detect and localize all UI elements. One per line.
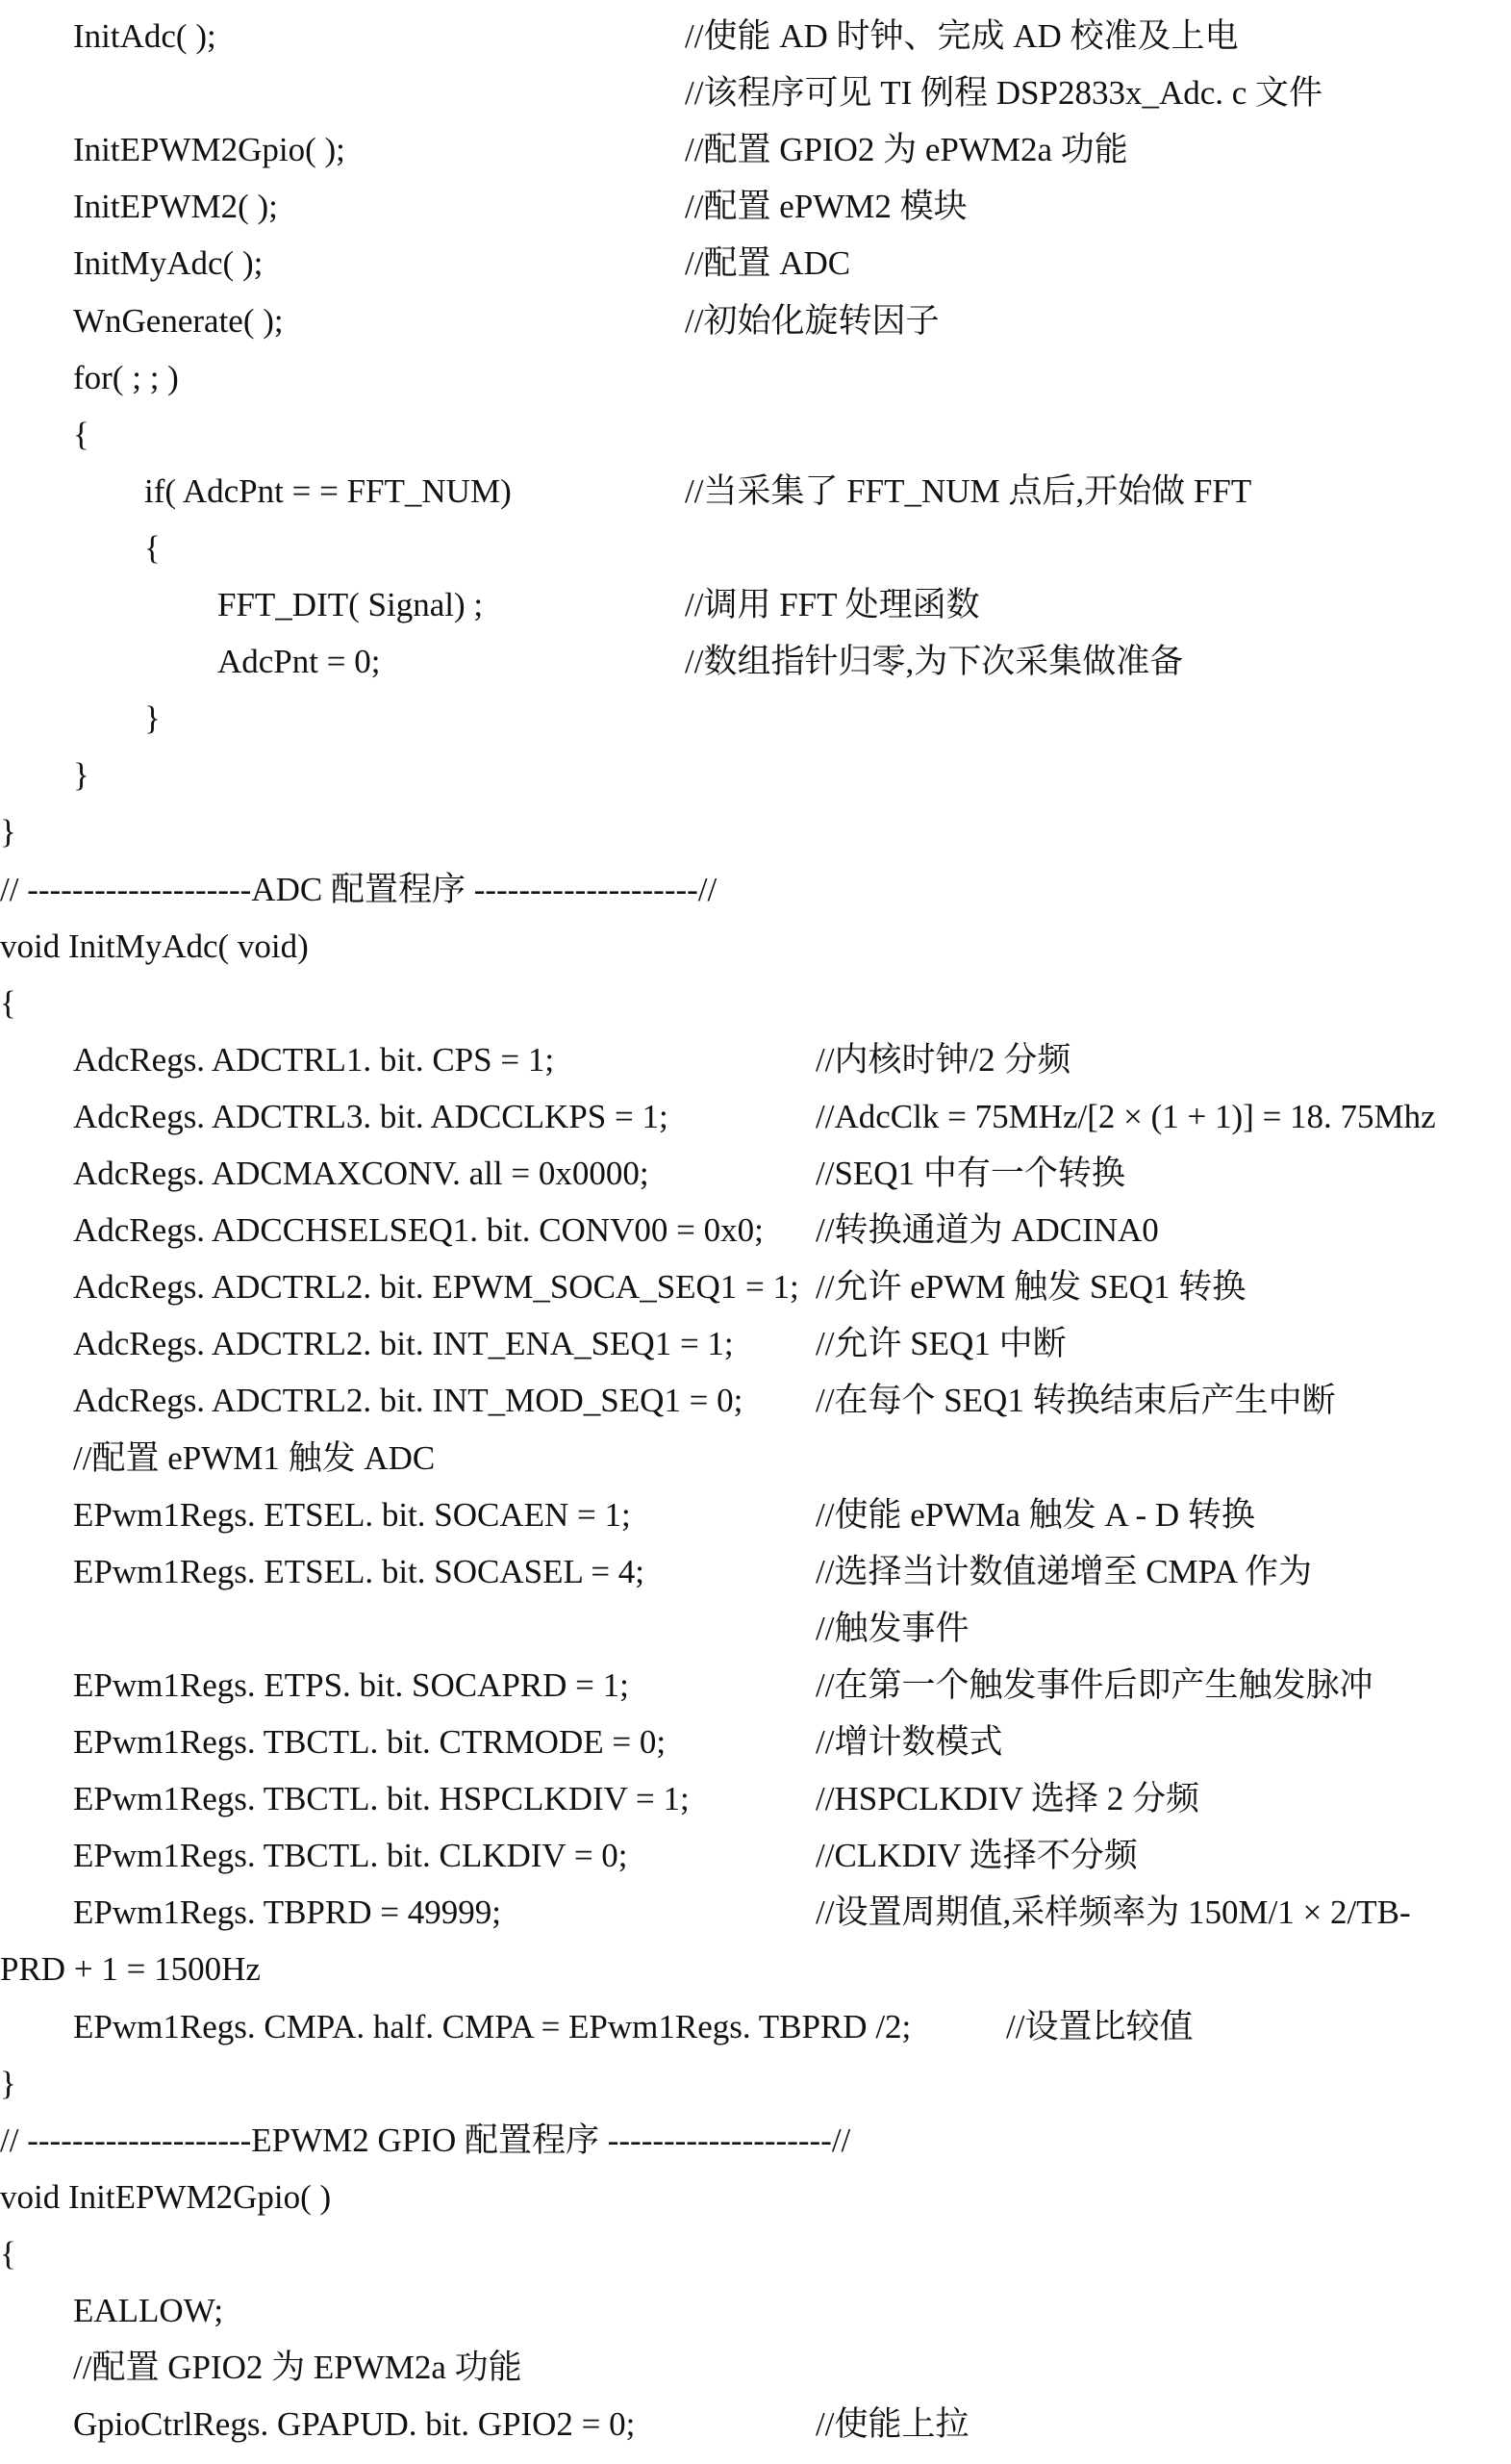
code-text: AdcPnt = 0; [217,643,381,681]
code-line [0,2294,1511,2350]
code-text: EPwm1Regs. ETPS. bit. SOCAPRD = 1; [73,1665,629,1704]
code-comment: //增计数模式 [816,1723,1003,1761]
code-comment: //在每个 SEQ1 转换结束后产生中断 [816,1382,1336,1420]
code-line [0,1040,1511,1100]
code-text: EPwm1Regs. CMPA. half. CMPA = EPwm1Regs. TBPRD /2; [73,2007,912,2045]
code-line [0,758,1511,815]
code-comment: //配置 GPIO2 为 ePWM2a 功能 [685,131,1128,169]
code-text: //配置 GPIO2 为 EPWM2a 功能 [73,2349,522,2387]
code-text: AdcRegs. ADCTRL2. bit. INT_ENA_SEQ1 = 1; [73,1325,734,1363]
code-line [0,471,1511,531]
code-comment: //转换通道为 ADCINA0 [816,1211,1159,1250]
code-line [0,983,1511,1043]
code-line [0,358,1511,418]
code-text: InitAdc( ); [73,17,216,55]
code-comment: //使能 AD 时钟、完成 AD 校准及上电 [685,17,1239,55]
code-text: // --------------------EPWM2 GPIO 配置程序 --------------------// [0,2121,851,2159]
code-text: AdcRegs. ADCCHSELSEQ1. bit. CONV00 = 0x0; [73,1211,764,1250]
code-text: } [144,699,161,738]
code-text: EPwm1Regs. ETSEL. bit. SOCAEN = 1; [73,1495,631,1534]
code-line [0,415,1511,474]
code-text: InitEPWM2( ); [73,188,278,226]
code-line [0,1097,1511,1156]
code-text: FFT_DIT( Signal) ; [217,586,484,623]
code-line [0,1839,1511,1895]
code-text: AdcRegs. ADCTRL2. bit. INT_MOD_SEQ1 = 0; [73,1382,743,1420]
code-comment: //内核时钟/2 分频 [816,1040,1071,1079]
code-comment: //触发事件 [816,1609,970,1647]
code-comment: //设置比较值 [1006,2007,1194,2045]
code-comment: //使能 ePWMa 触发 A - D 转换 [816,1495,1255,1534]
code-comment: //当采集了 FFT_NUM 点后,开始做 FFT [685,471,1252,510]
code-text: EPwm1Regs. ETSEL. bit. SOCASEL = 4; [73,1552,645,1590]
code-line [0,76,1511,133]
code-text: } [73,756,89,795]
code-text: { [144,528,161,567]
code-text: EALLOW; [73,2292,224,2329]
code-line [0,1213,1511,1270]
code-comment: //HSPCLKDIV 选择 2 分频 [816,1780,1199,1818]
code-line [0,133,1511,190]
code-line [0,1552,1511,1612]
code-text: AdcRegs. ADCTRL3. bit. ADCCLKPS = 1; [73,1097,668,1135]
code-line [0,1895,1511,1952]
code-text: EPwm1Regs. TBCTL. bit. HSPCLKDIV = 1; [73,1780,690,1818]
code-text: { [0,2234,16,2273]
code-line [0,301,1511,361]
code-line [0,815,1511,872]
code-text: WnGenerate( ); [73,301,284,340]
code-line [0,2407,1511,2464]
code-text: GpioCtrlRegs. GPAPUD. bit. GPIO2 = 0; [73,2405,636,2444]
code-text: { [73,415,89,453]
code-line [0,2234,1511,2294]
code-line [0,1495,1511,1555]
code-text: AdcRegs. ADCTRL2. bit. EPWM_SOCA_SEQ1 = 1; [73,1268,799,1307]
code-text: AdcRegs. ADCMAXCONV. all = 0x0000; [73,1155,649,1192]
code-comment: //CLKDIV 选择不分频 [816,1837,1138,1875]
code-comment: //在第一个触发事件后即产生触发脉冲 [816,1665,1373,1704]
code-text: EPwm1Regs. TBCTL. bit. CLKDIV = 0; [73,1837,628,1875]
code-line [0,701,1511,758]
code-line [0,2123,1511,2180]
code-text: EPwm1Regs. TBCTL. bit. CTRMODE = 0; [73,1723,667,1761]
code-line [0,246,1511,303]
code-line [0,1609,1511,1668]
code-line [0,1270,1511,1327]
code-line [0,2350,1511,2407]
code-comment: //调用 FFT 处理函数 [685,586,980,623]
code-line [0,1156,1511,1213]
code-comment: //选择当计数值递增至 CMPA 作为 [816,1552,1313,1590]
code-text: } [0,813,16,851]
code-line [0,528,1511,588]
code-line [0,1782,1511,1839]
code-line [0,870,1511,929]
code-line [0,19,1511,76]
code-text: { [0,983,16,1022]
code-text: AdcRegs. ADCTRL1. bit. CPS = 1; [73,1040,555,1079]
code-text: InitEPWM2Gpio( ); [73,131,345,169]
code-comment: //使能上拉 [816,2405,970,2444]
code-text: if( AdcPnt = = FFT_NUM) [144,471,512,510]
code-line [0,1438,1511,1498]
code-text: void InitMyAdc( void) [0,927,309,965]
code-line [0,2064,1511,2123]
code-comment: //配置 ADC [685,244,851,283]
code-line [0,645,1511,701]
code-comment: //该程序可见 TI 例程 DSP2833x_Adc. c 文件 [685,74,1323,113]
code-line [0,1725,1511,1782]
code-comment: //AdcClk = 75MHz/[2 × (1 + 1)] = 18. 75Mhz [816,1097,1436,1135]
code-text: //配置 ePWM1 触发 ADC [73,1438,436,1477]
code-text: // --------------------ADC 配置程序 --------------------// [0,870,718,908]
code-line [0,1327,1511,1384]
code-line [0,190,1511,246]
code-text: for( ; ; ) [73,358,179,396]
code-comment: //数组指针归零,为下次采集做准备 [685,643,1184,681]
code-comment: //设置周期值,采样频率为 150M/1 × 2/TB- [816,1893,1411,1932]
code-comment: //SEQ1 中有一个转换 [816,1155,1125,1192]
code-text: EPwm1Regs. TBPRD = 49999; [73,1893,501,1932]
code-line [0,1952,1511,2009]
code-line [0,1665,1511,1725]
code-line [0,2177,1511,2237]
code-line [0,1384,1511,1440]
code-comment: //允许 ePWM 触发 SEQ1 转换 [816,1268,1247,1307]
code-line [0,588,1511,645]
code-comment: //初始化旋转因子 [685,301,940,340]
code-text: InitMyAdc( ); [73,244,264,283]
code-text: PRD + 1 = 1500Hz [0,1950,261,1989]
code-comment: //允许 SEQ1 中断 [816,1325,1067,1363]
code-text: } [0,2064,16,2102]
code-text: void InitEPWM2Gpio( ) [0,2177,332,2216]
code-line [0,2007,1511,2067]
code-comment: //配置 ePWM2 模块 [685,188,968,226]
code-line [0,929,1511,986]
